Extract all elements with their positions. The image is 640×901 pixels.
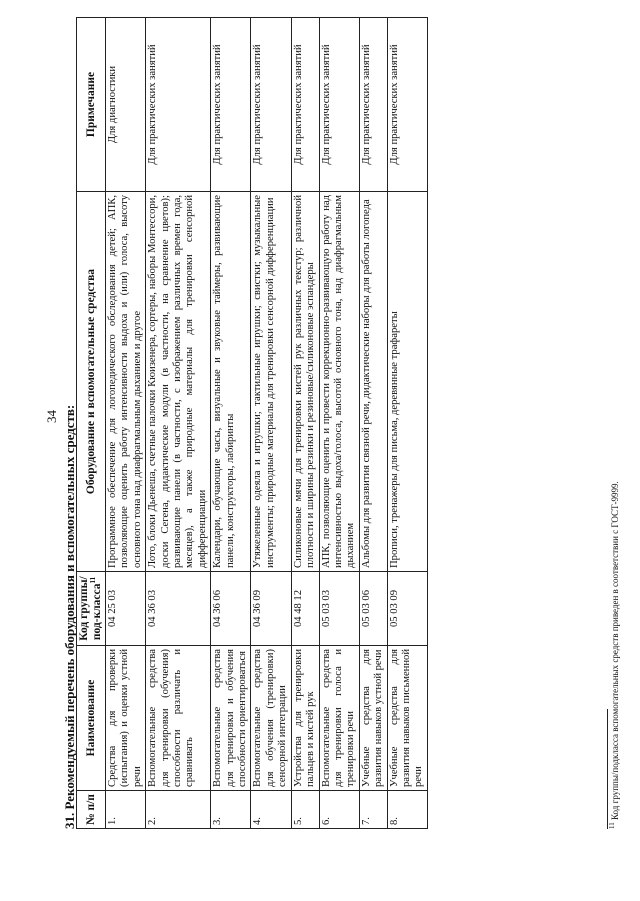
footnote-text: Код группы/подкласса вспомогательных средств приведен в соответствии с ГОСТ-9999.: [610, 481, 620, 820]
row-note: Для практических занятий: [359, 18, 387, 192]
row-name: Вспомогательные средства для тренировки (обучения) способности различать и сравнивать: [146, 646, 211, 791]
header-num: № п/п: [77, 791, 106, 829]
row-code: 05 03 06: [359, 572, 387, 646]
row-code: 05 03 09: [387, 572, 427, 646]
row-num: 1.: [106, 791, 146, 829]
header-code-label: Код группы/под-класса: [78, 576, 103, 641]
row-equipment: Календари, обучающие часы, визуальные и звуковые таймеры, развивающие панели, конструкторы, лабиринты: [211, 192, 251, 572]
row-note: Для практических занятий: [211, 18, 251, 192]
table-header-row: [77, 18, 106, 829]
row-note: Для диагностики: [106, 18, 146, 192]
row-name: Учебные средства для развития навыков письменной речи: [387, 646, 427, 791]
row-note: Для практических занятий: [146, 18, 211, 192]
equipment-table: [76, 17, 428, 829]
row-equipment: Альбомы для развития связной речи, дидактические наборы для работы логопеда: [359, 192, 387, 572]
table-row: [106, 18, 146, 829]
row-code: 04 25 03: [106, 572, 146, 646]
row-code: 04 48 12: [291, 572, 319, 646]
table-row: [291, 18, 319, 829]
footnote-mark: 11: [608, 822, 616, 829]
row-equipment: АПК, позволяющие оценить и провести коррекционно-развивающую работу над интенсивностью выдоха/голоса, высотой основного тона, над диафрагмальным дыханием: [319, 192, 359, 572]
row-note: Для практических занятий: [319, 18, 359, 192]
row-equipment: Силиконовые мячи для тренировки кистей рук различных текстур; различной плотности и ширины резинки и резиновые/силиконовые эспандеры: [291, 192, 319, 572]
row-num: 2.: [146, 791, 211, 829]
row-name: Средства для проверки (испытания) и оценки устной речи: [106, 646, 146, 791]
section-heading: 31. Рекомендуемый перечень оборудования и вспомогательных средств:: [62, 404, 77, 829]
row-equipment: Прописи, тренажеры для письма, деревянные трафареты: [387, 192, 427, 572]
footnote-ref: 11: [89, 576, 98, 584]
header-code: [77, 572, 106, 646]
row-num: 4.: [251, 791, 291, 829]
row-note: Для практических занятий: [387, 18, 427, 192]
row-code: 05 03 03: [319, 572, 359, 646]
row-code: 04 36 06: [211, 572, 251, 646]
row-num: 8.: [387, 791, 427, 829]
row-num: 6.: [319, 791, 359, 829]
row-name: Учебные средства для развития навыков устной речи: [359, 646, 387, 791]
table-row: [387, 18, 427, 829]
table-row: [319, 18, 359, 829]
row-equipment: Лото, блоки Дьенеша, счетные палочки Кюизенера, сортеры, наборы Монтессори, доски Сегена, дидактические модули (в частности, на сравнение цветов); развивающие панели (в частности, с изображением различных времен года, месяцев), а также природные материалы для тренировки сенсорной дифференциации: [146, 192, 211, 572]
header-name: Наименование: [77, 646, 106, 791]
row-note: Для практических занятий: [251, 18, 291, 192]
footnote-separator: [607, 709, 608, 829]
row-name: Вспомогательные средства для тренировки голоса и тренировки речи: [319, 646, 359, 791]
row-name: Вспомогательные средства для тренировки и обучения способности ориентироваться: [211, 646, 251, 791]
row-equipment: Утяжеленные одеяла и игрушки; тактильные игрушки; свистки; музыкальные инструменты; природные материалы для тренировки сенсорной дифференциации: [251, 192, 291, 572]
table-row: [359, 18, 387, 829]
row-equipment: Программное обеспечение для логопедического обследования детей; АПК, позволяющие оценить работу интенсивности выдоха и (или) голоса, высоту основного тона над диафрагмальным дыханием и другое: [106, 192, 146, 572]
table-row: [251, 18, 291, 829]
footnote: [610, 481, 620, 829]
row-num: 5.: [291, 791, 319, 829]
table-row: [211, 18, 251, 829]
page-number: 34: [44, 410, 59, 423]
row-name: Вспомогательные средства для обучения (тренировки) сенсорной интеграции: [251, 646, 291, 791]
row-code: 04 36 03: [146, 572, 211, 646]
table-row: [146, 18, 211, 829]
row-num: 7.: [359, 791, 387, 829]
header-note: Примечание: [77, 18, 106, 192]
row-code: 04 36 09: [251, 572, 291, 646]
row-note: Для практических занятий: [291, 18, 319, 192]
row-num: 3.: [211, 791, 251, 829]
row-name: Устройства для тренировки пальцев и кистей рук: [291, 646, 319, 791]
header-equipment: Оборудование и вспомогательные средства: [77, 192, 106, 572]
